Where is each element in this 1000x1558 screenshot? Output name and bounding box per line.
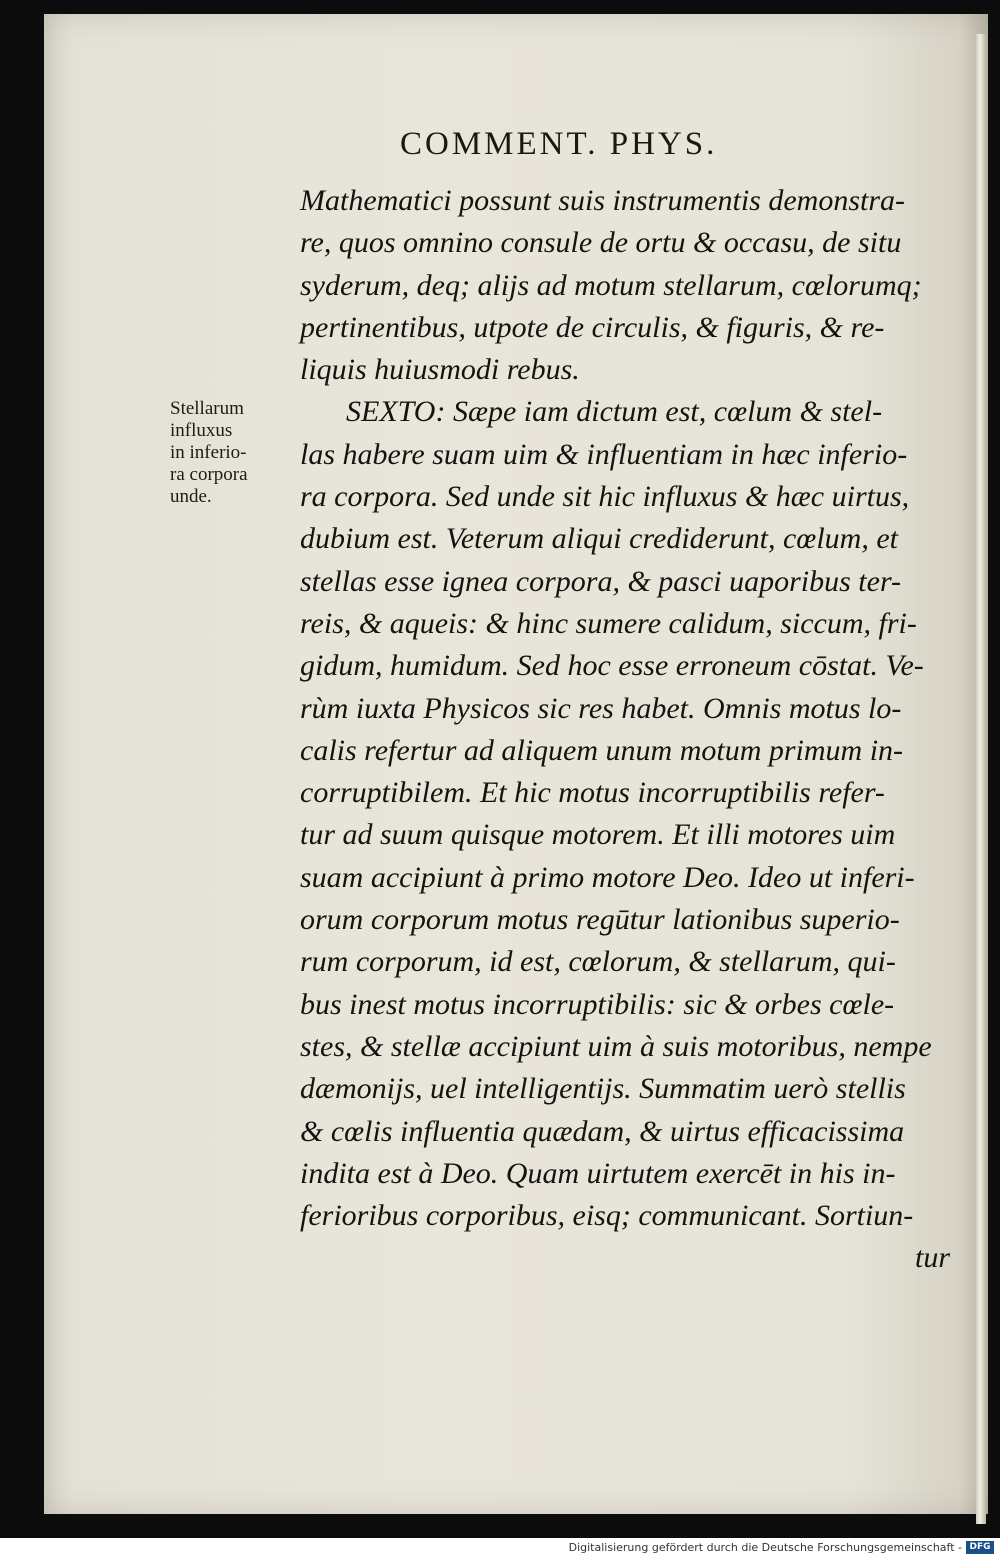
text-line: liquis huiusmodi rebus. [300, 353, 580, 387]
text-line: orum corporum motus regūtur lationibus superio- [300, 903, 900, 937]
text-line: Mathematici possunt suis instrumentis demonstra- [300, 184, 905, 217]
text-line: re, quos omnino consule de ortu & occasu, de situ [300, 226, 902, 260]
text-line: corruptibilem. Et hic motus incorruptibilis refer- [300, 776, 885, 810]
text-line: indita est à Deo. Quam uirtutem exercēt in his in- [300, 1156, 896, 1190]
text-line: suam accipiunt à primo motore Deo. Ideo ut inferi- [300, 860, 915, 894]
page-edge [976, 34, 986, 1524]
margin-note-line: in inferio- [170, 442, 247, 463]
footer-credit: Digitalisierung gefördert durch die Deutsche Forschungsgemeinschaft - [568, 1541, 962, 1554]
text-line: rùm iuxta Physicos sic res habet. Omnis motus lo- [300, 691, 902, 725]
catchword: tur [914, 1241, 950, 1275]
text-line: reis, & aqueis: & hinc sumere calidum, siccum, fri- [300, 606, 917, 640]
text-line: stellas esse ignea corpora, & pasci uaporibus ter- [300, 564, 902, 598]
text-line: syderum, deq; alijs ad motum stellarum, cœlorumq; [300, 268, 922, 302]
text-line: & cœlis influentia quædam, & uirtus efficacissima [300, 1114, 905, 1148]
text-line: calis refertur ad aliquem unum motum primum in- [300, 733, 904, 767]
text-line: ra corpora. Sed unde sit hic influxus & hæc uirtus, [300, 480, 910, 514]
text-line: rum corporum, id est, cœlorum, & stellarum, qui- [300, 945, 896, 979]
margin-note-line: unde. [170, 486, 212, 507]
text-line: pertinentibus, utpote de circulis, & figuris, & re- [300, 310, 885, 344]
text-line: tur ad suum quisque motorem. Et illi motores uim [300, 818, 896, 852]
margin-note-line: Stellarum [170, 398, 244, 419]
text-line: las habere suam uim & influentiam in hæc inferio- [300, 437, 908, 471]
text-line: dubium est. Veterum aliqui crediderunt, cœlum, et [300, 522, 898, 556]
margin-note-line: ra corpora [170, 464, 248, 485]
text-line: bus inest motus incorruptibilis: sic & orbes cœle- [300, 987, 895, 1021]
margin-note [170, 398, 288, 508]
text-line: gidum, humidum. Sed hoc esse erroneum cōstat. Ve- [300, 649, 924, 683]
text-line: stes, & stellæ accipiunt uim à suis motoribus, nempe [300, 1029, 932, 1063]
text-line: ferioribus corporibus, eisq; communicant. Sortiun- [300, 1199, 914, 1233]
margin-note-line: influxus [170, 420, 233, 441]
dfg-logo: DFG [966, 1541, 994, 1554]
text-line: dæmonijs, uel intelligentijs. Summatim uerò stellis [300, 1072, 906, 1106]
text-line: SEXTO: Sæpe iam dictum est, cœlum & stel- [346, 395, 883, 429]
running-head: COMMENT. PHYS. [400, 126, 718, 162]
body-text [300, 180, 960, 1280]
